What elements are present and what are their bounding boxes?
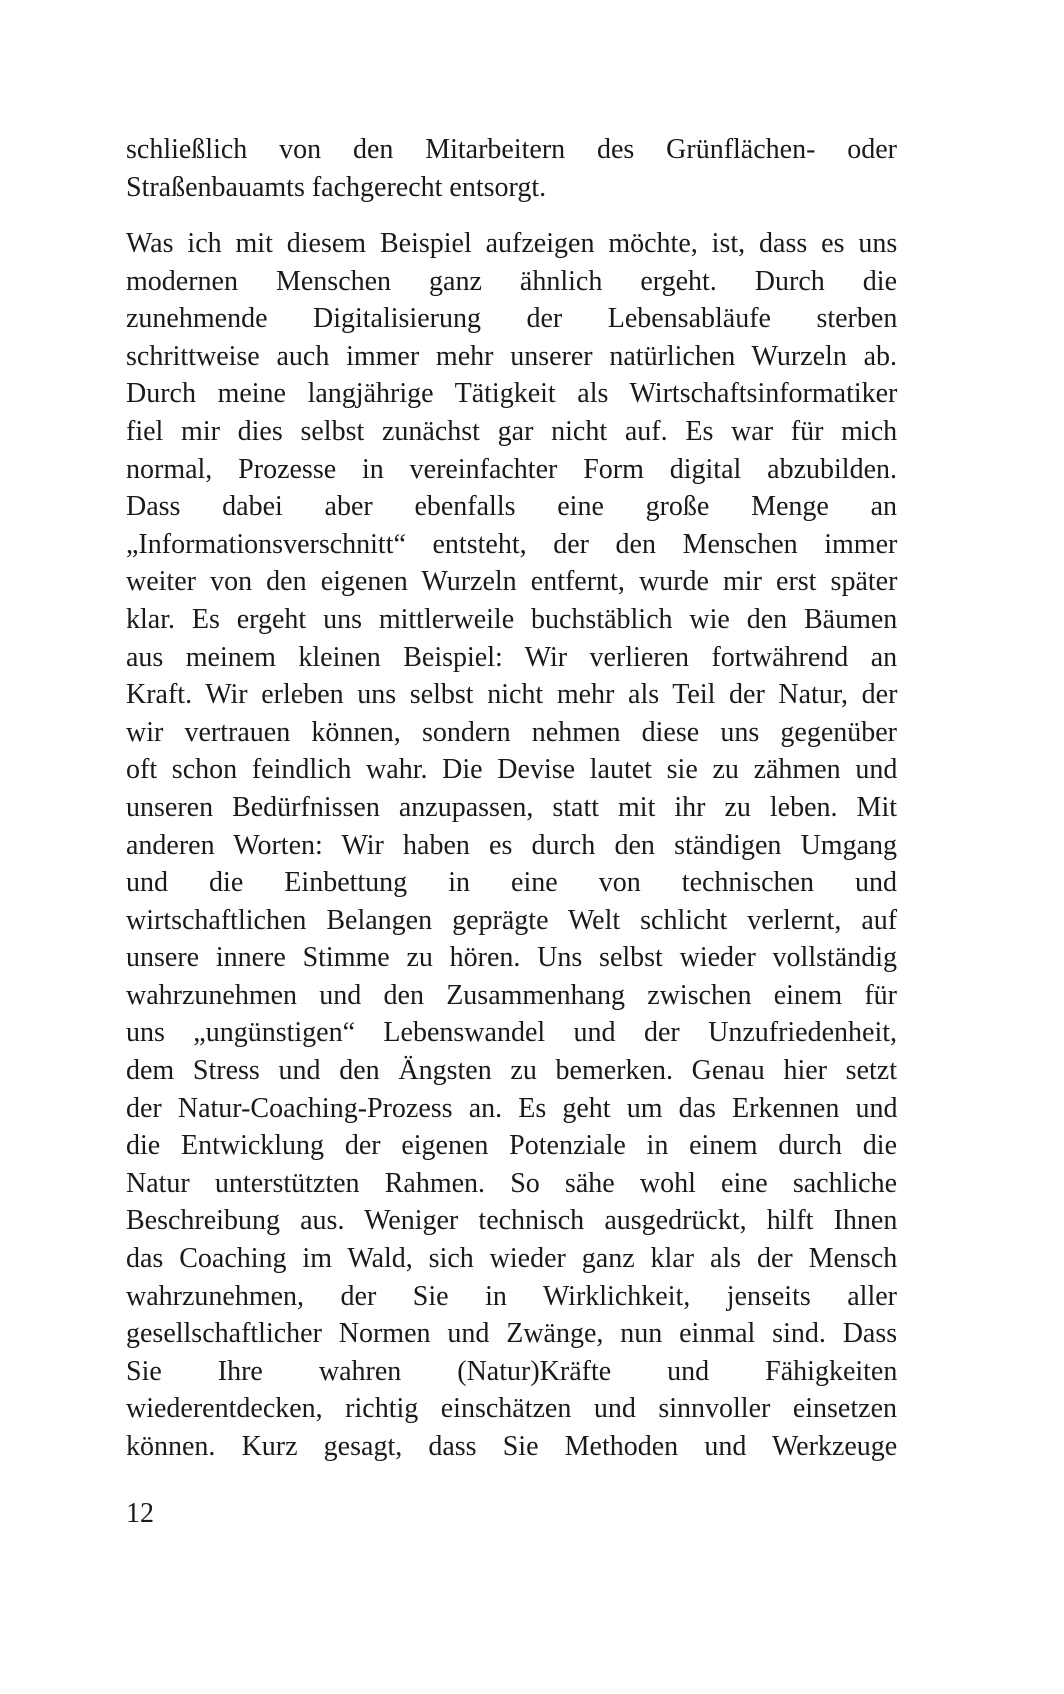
text-line: klar. Es ergeht uns mittlerweile buchstäblich wie den Bäumen <box>126 603 898 635</box>
text-line: modernen Menschen ganz ähnlich ergeht. Durch die <box>126 265 897 297</box>
text-line: „Informationsverschnitt“ entsteht, der den Menschen immer <box>126 528 898 560</box>
paragraph-2 <box>126 225 897 1466</box>
text-line: aus meinem kleinen Beispiel: Wir verlieren fortwährend an <box>126 641 898 673</box>
text-line: wahrzunehmen, der Sie in Wirklichkeit, jenseits aller <box>126 1280 897 1312</box>
text-line: schließlich von den Mitarbeitern des Grünflächen- oder <box>126 134 898 165</box>
text-line: gesellschaftlicher Normen und Zwänge, nun einmal sind. Dass <box>126 1318 898 1350</box>
text-line: normal, Prozesse in vereinfachter Form digital abzubilden. <box>126 453 897 485</box>
text-line: fiel mir dies selbst zunächst gar nicht auf. Es war für mich <box>126 415 898 447</box>
text-line: Dass dabei aber ebenfalls eine große Menge an <box>126 491 897 523</box>
text-line: Beschreibung aus. Weniger technisch ausgedrückt, hilft Ihnen <box>126 1205 898 1237</box>
text-line: schrittweise auch immer mehr unserer natürlichen Wurzeln ab. <box>126 340 897 372</box>
page-number: 12 <box>126 1498 154 1529</box>
text-line: anderen Worten: Wir haben es durch den ständigen Umgang <box>126 829 897 861</box>
text-line: zunehmende Digitalisierung der Lebensabläufe sterben <box>126 303 898 335</box>
text-line: weiter von den eigenen Wurzeln entfernt, wurde mir erst später <box>126 566 898 598</box>
text-line: wirtschaftlichen Belangen geprägte Welt schlicht verlernt, auf <box>126 904 898 936</box>
paragraph-1 <box>126 131 897 206</box>
text-line: Straßenbauamts fachgerecht entsorgt. <box>126 171 547 203</box>
text-line: Durch meine langjährige Tätigkeit als Wirtschaftsinformatiker <box>126 378 898 410</box>
text-line: das Coaching im Wald, sich wieder ganz klar als der Mensch <box>126 1243 898 1275</box>
text-line: die Entwicklung der eigenen Potenziale in einem durch die <box>126 1130 897 1162</box>
text-line: Sie Ihre wahren (Natur)Kräfte und Fähigkeiten <box>126 1355 898 1387</box>
text-line: und die Einbettung in eine von technischen und <box>126 867 897 899</box>
text-line: Was ich mit diesem Beispiel aufzeigen möchte, ist, dass es uns <box>126 228 898 259</box>
text-line: wir vertrauen können, sondern nehmen diese uns gegenüber <box>126 716 897 748</box>
text-line: uns „ungünstigen“ Lebenswandel und der Unzufriedenheit, <box>126 1017 898 1049</box>
text-line: dem Stress und den Ängsten zu bemerken. Genau hier setzt <box>126 1055 897 1087</box>
text-line: oft schon feindlich wahr. Die Devise lautet sie zu zähmen und <box>126 754 898 786</box>
text-line: wahrzunehmen und den Zusammenhang zwischen einem für <box>126 979 897 1011</box>
text-line: unsere innere Stimme zu hören. Uns selbst wieder vollständig <box>126 942 897 974</box>
text-line: der Natur-Coaching-Prozess an. Es geht um das Erkennen und <box>126 1092 898 1124</box>
text-line: wiederentdecken, richtig einschätzen und sinnvoller einsetzen <box>126 1393 897 1425</box>
text-line: Natur unterstützten Rahmen. So sähe wohl eine sachliche <box>126 1167 897 1199</box>
text-line: unseren Bedürfnissen anzupassen, statt mit ihr zu leben. Mit <box>126 791 897 823</box>
text-line: können. Kurz gesagt, dass Sie Methoden und Werkzeuge <box>126 1431 898 1462</box>
text-line: Kraft. Wir erleben uns selbst nicht mehr als Teil der Natur, der <box>126 679 898 711</box>
